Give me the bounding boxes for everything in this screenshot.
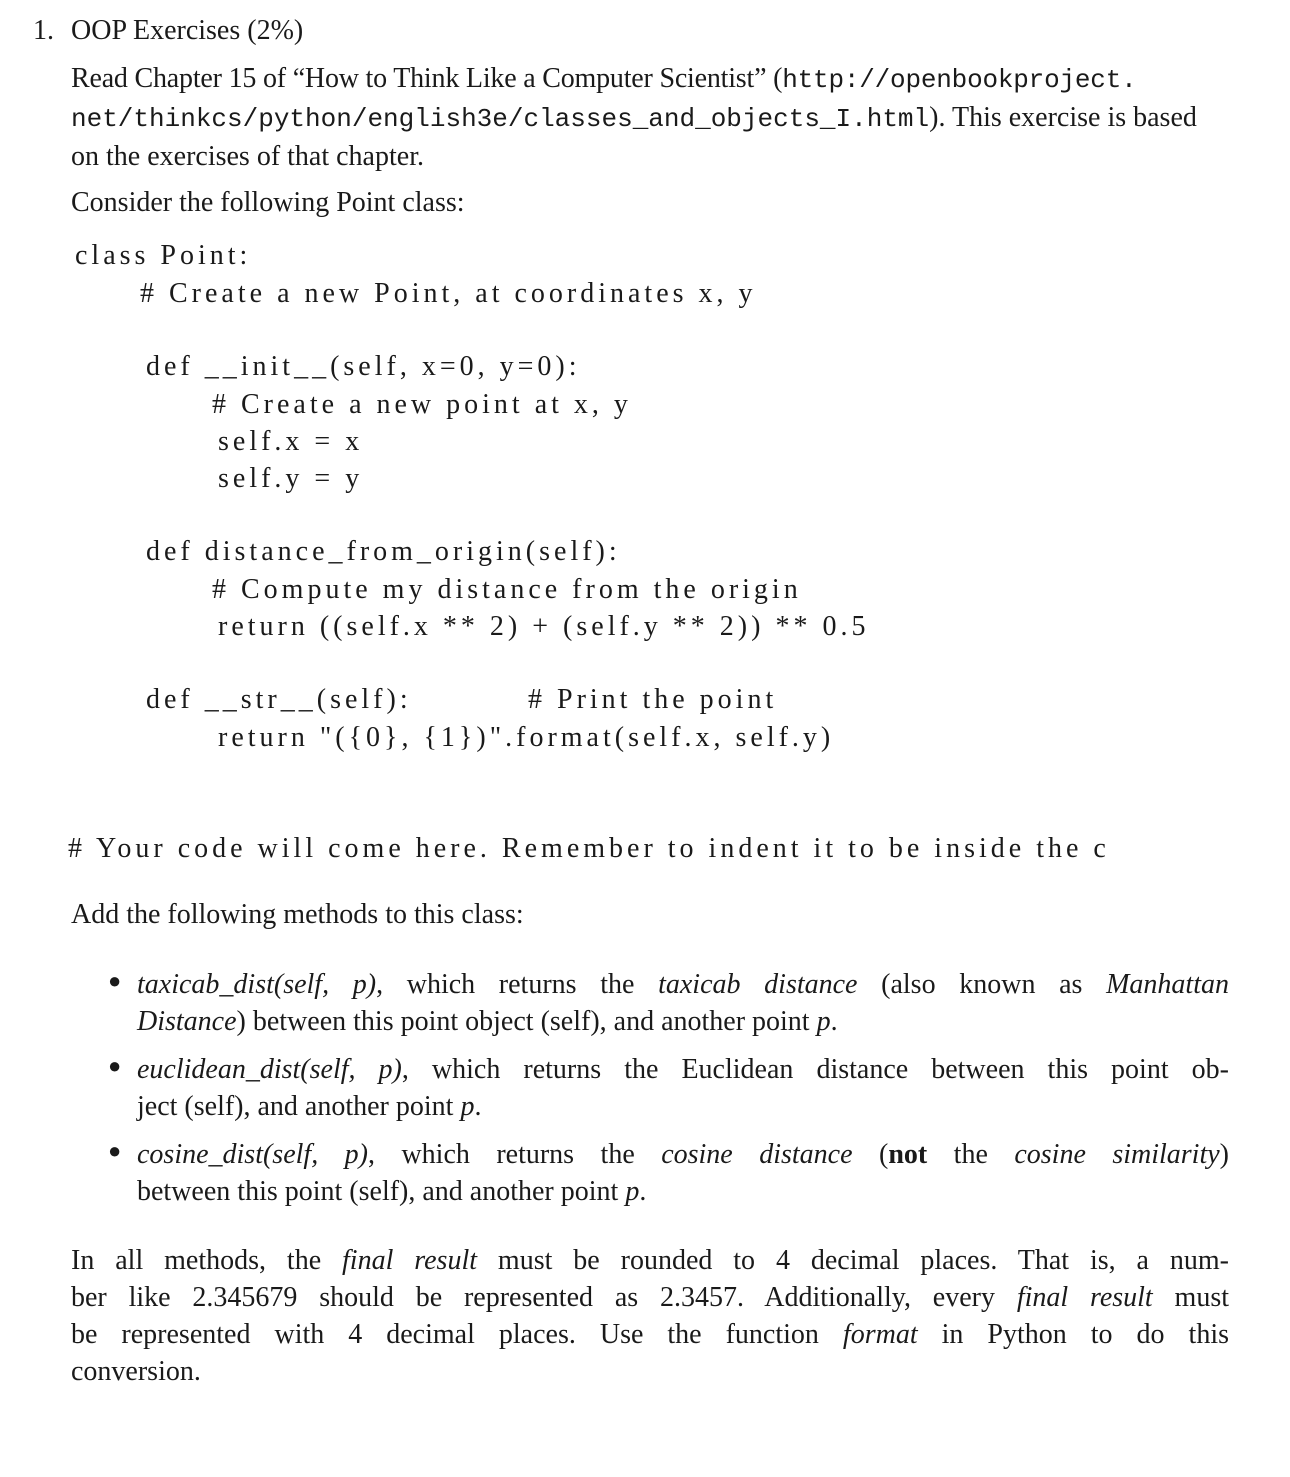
list-item: euclidean_dist(self, p), which returns the Euclidean distance between this point ob- ject (self), and another point p.	[137, 1054, 1229, 1122]
code-line: # Your code will come here. Remember to indent it to be inside the c	[68, 833, 1110, 864]
intro-text-1: Read Chapter 15 of “How to Think Like a Computer Scientist” (	[71, 63, 783, 94]
section-number: 1.	[33, 15, 54, 46]
code-line: # Create a new point at x, y	[212, 389, 632, 420]
section-title: OOP Exercises (2%)	[71, 15, 304, 46]
consider-text: Consider the following Point class:	[71, 187, 465, 218]
code-line: return ((self.x ** 2) + (self.y ** 2)) ** 0.5	[218, 611, 870, 642]
bullet-icon: ●	[108, 1053, 122, 1078]
code-line: return "({0}, {1})".format(self.x, self.y)	[218, 722, 835, 753]
method-name: euclidean_dist(self, p)	[137, 1054, 402, 1085]
method-name: taxicab_dist(self, p)	[137, 969, 377, 1000]
code-line: class Point:	[75, 240, 252, 271]
bullet-icon: ●	[108, 968, 122, 993]
bullet-icon: ●	[108, 1138, 122, 1163]
list-item: taxicab_dist(self, p), which returns the taxicab distance (also known as Manhattan Distance) between this point object (self), and another point p.	[137, 969, 1229, 1037]
section-heading	[33, 12, 303, 49]
intro-text-3: on the exercises of that chapter.	[71, 141, 424, 172]
intro-text-2: ). This exercise is based	[929, 102, 1197, 133]
list-item: cosine_dist(self, p), which returns the cosine distance (not the cosine similarity) between this point (self), and another point p.	[137, 1139, 1229, 1207]
code-line: # Compute my distance from the origin	[212, 574, 802, 605]
add-methods-text: Add the following methods to this class:	[71, 899, 524, 930]
code-line: def __init__(self, x=0, y=0):	[146, 351, 581, 382]
code-line: def __str__(self):	[146, 684, 412, 715]
final-paragraph: In all methods, the final result must be rounded to 4 decimal places. That is, a num- ber like 2.345679 should be represented as 2.3457. Additionally, every final result must be represented with 4 decimal places. Use the function format in Python to do this conversion.	[71, 1245, 1229, 1387]
code-line: def distance_from_origin(self):	[146, 536, 621, 567]
chapter-url-part1[interactable]: http://openbookproject.	[782, 65, 1137, 95]
method-name: cosine_dist(self, p)	[137, 1139, 368, 1170]
code-line: # Create a new Point, at coordinates x, y	[140, 278, 757, 309]
code-line: # Print the point	[528, 684, 778, 715]
intro-paragraph	[71, 60, 1229, 175]
code-line: self.y = y	[218, 463, 364, 494]
chapter-url-part2[interactable]: net/thinkcs/python/english3e/classes_and_objects_I.html	[71, 104, 930, 134]
code-line: self.x = x	[218, 426, 364, 457]
